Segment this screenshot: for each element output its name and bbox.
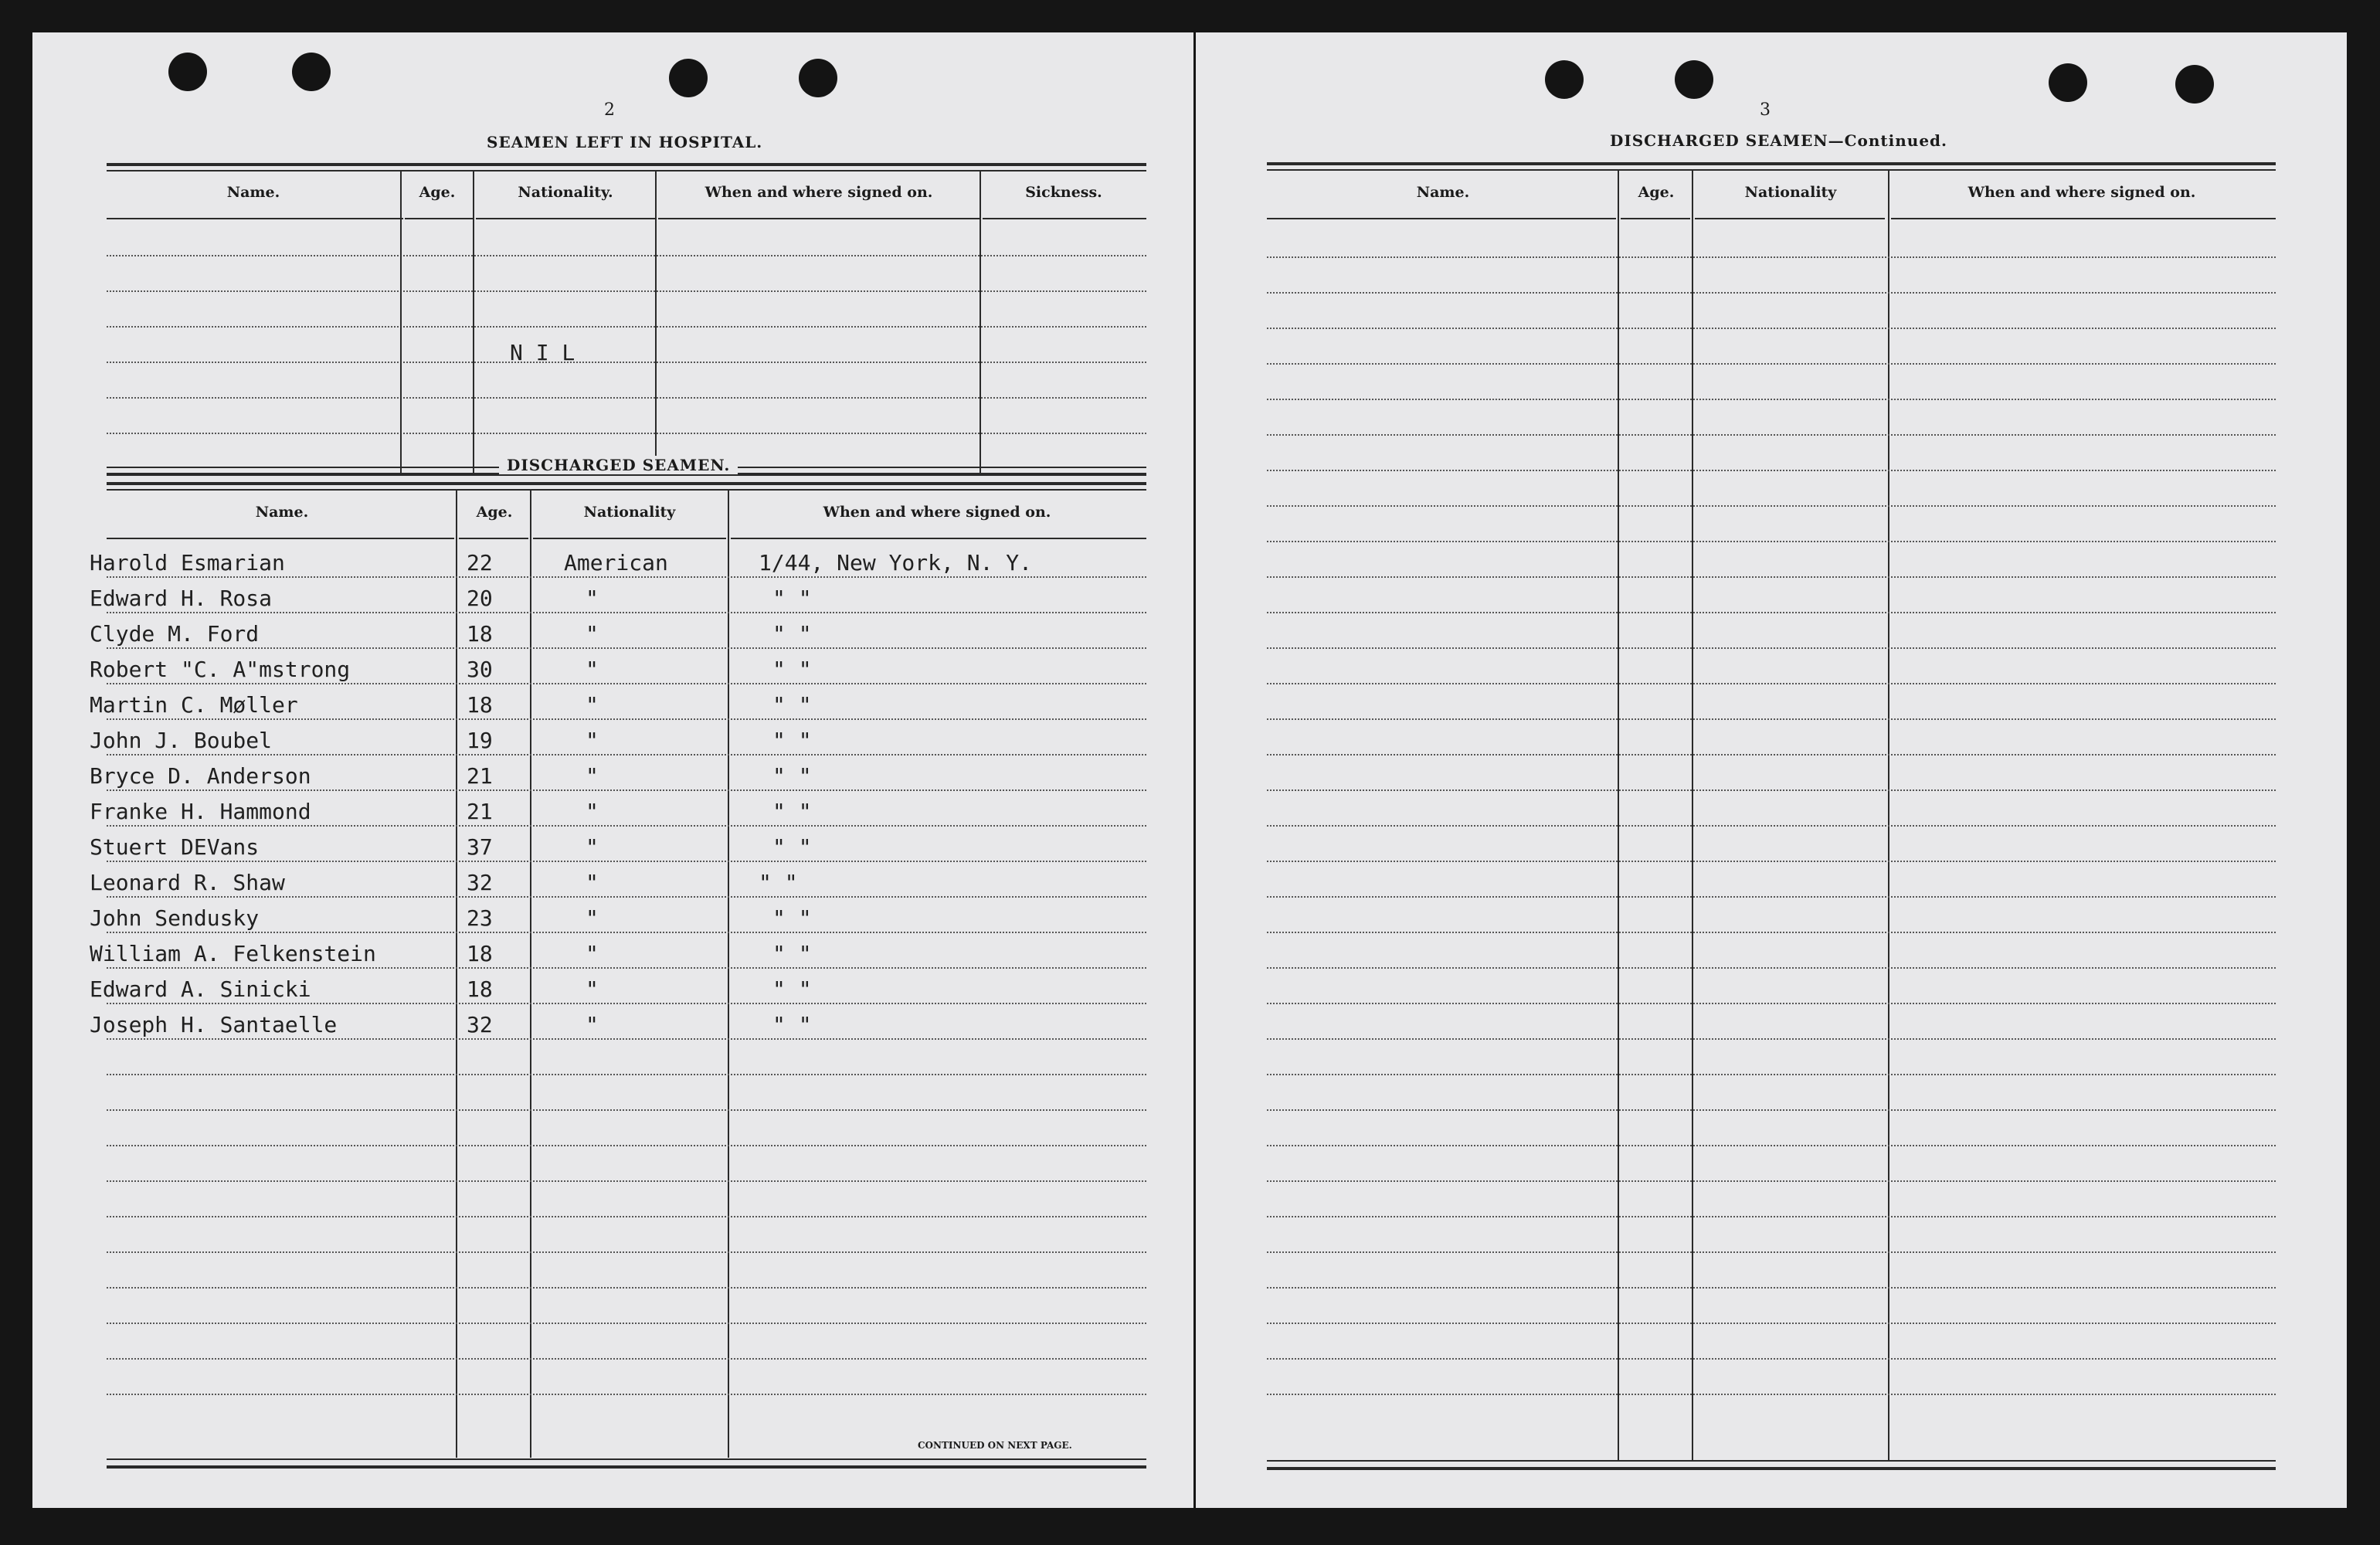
seaman-age: 18	[467, 976, 493, 1002]
ruling-line	[107, 932, 1146, 933]
ruling-line	[107, 825, 1146, 827]
seaman-age: 19	[467, 728, 493, 753]
ruling-line	[107, 1038, 1146, 1040]
punch-hole	[669, 59, 708, 97]
ruling-line	[1267, 612, 2276, 613]
seaman-nationality: "	[586, 976, 599, 1002]
left-page	[32, 32, 1193, 1508]
ruling-line	[1267, 683, 2276, 684]
ruling-line	[107, 1109, 1146, 1111]
ruling-line	[107, 967, 1146, 969]
seaman-nationality: "	[586, 941, 599, 966]
seaman-signed-on: " "	[772, 976, 812, 1002]
continued-col-age: Age.	[1638, 184, 1675, 201]
ruling-line	[107, 1145, 1146, 1146]
hospital-col-name: Name.	[226, 184, 280, 201]
ruling-line	[1267, 1074, 2276, 1075]
seaman-signed-on: " "	[759, 870, 798, 895]
ruling-line	[1267, 647, 2276, 649]
ruling-line	[107, 861, 1146, 862]
ruling-line	[1267, 754, 2276, 756]
seaman-name: John Sendusky	[90, 905, 260, 931]
seaman-age: 22	[467, 550, 493, 576]
ruling-line	[107, 1394, 1146, 1395]
seaman-nationality: American	[564, 550, 668, 576]
ruling-line	[107, 647, 1146, 649]
seaman-signed-on: " "	[772, 728, 812, 753]
page-number: 2	[604, 100, 615, 120]
ruling-line	[107, 683, 1146, 684]
seaman-nationality: "	[586, 657, 599, 682]
ruling-line	[107, 896, 1146, 898]
discharged-continued-title: DISCHARGED SEAMEN—Continued.	[1610, 131, 1947, 150]
continued-col-signed-on: When and where signed on.	[1967, 184, 2196, 201]
ruling-line	[1267, 967, 2276, 969]
seaman-age: 32	[467, 1012, 493, 1037]
ruling-line	[1267, 1287, 2276, 1289]
seaman-age: 23	[467, 905, 493, 931]
hospital-section-title: SEAMEN LEFT IN HOSPITAL.	[487, 133, 763, 151]
ruling-line	[1267, 505, 2276, 507]
seaman-nationality: "	[586, 1012, 599, 1037]
discharged-col-age: Age.	[476, 504, 513, 521]
ruling-line	[1267, 1323, 2276, 1324]
ruling-line	[1267, 1109, 2276, 1111]
seaman-name: Franke H. Hammond	[90, 799, 311, 824]
ruling-line	[107, 576, 1146, 578]
seaman-age: 37	[467, 834, 493, 860]
right-page	[1196, 32, 2347, 1508]
ruling-line	[1267, 1003, 2276, 1004]
discharged-col-name: Name.	[255, 504, 309, 521]
ruling-line	[1267, 1145, 2276, 1146]
ruling-line	[1267, 789, 2276, 791]
seaman-name: Harold Esmarian	[90, 550, 285, 576]
seaman-signed-on: " "	[772, 621, 812, 647]
ruling-line	[107, 1358, 1146, 1360]
seaman-signed-on: " "	[772, 586, 812, 611]
ruling-line	[1267, 718, 2276, 720]
seaman-age: 18	[467, 621, 493, 647]
seaman-signed-on: " "	[772, 1012, 812, 1037]
seaman-signed-on: " "	[772, 763, 812, 789]
punch-hole	[2175, 65, 2214, 104]
punch-hole	[292, 53, 331, 91]
continued-col-nationality: Nationality	[1744, 184, 1837, 201]
seaman-signed-on: " "	[772, 834, 812, 860]
seaman-name: Joseph H. Santaelle	[90, 1012, 338, 1037]
seaman-age: 18	[467, 692, 493, 718]
seaman-signed-on: " "	[772, 799, 812, 824]
hospital-col-age: Age.	[419, 184, 456, 201]
ruling-line	[1267, 932, 2276, 933]
ruling-line	[107, 1074, 1146, 1075]
discharged-col-nationality: Nationality	[583, 504, 676, 521]
continued-footer: CONTINUED ON NEXT PAGE.	[918, 1440, 1072, 1451]
seaman-nationality: "	[586, 586, 599, 611]
seaman-age: 21	[467, 763, 493, 789]
ruling-line	[1267, 896, 2276, 898]
ruling-line	[1267, 1358, 2276, 1360]
ruling-line	[1267, 1038, 2276, 1040]
seaman-name: Edward H. Rosa	[90, 586, 273, 611]
seaman-age: 20	[467, 586, 493, 611]
ruling-line	[1267, 434, 2276, 436]
seaman-nationality: "	[586, 692, 599, 718]
ruling-line	[1267, 541, 2276, 542]
ruling-line	[1267, 256, 2276, 258]
ruling-line	[1267, 576, 2276, 578]
seaman-age: 30	[467, 657, 493, 682]
discharged-col-signed-on: When and where signed on.	[823, 504, 1051, 521]
discharged-section-title: DISCHARGED SEAMEN.	[499, 456, 738, 474]
ruling-line	[1267, 1251, 2276, 1253]
punch-hole	[1545, 60, 1584, 99]
ruling-line	[107, 1216, 1146, 1217]
seaman-signed-on: " "	[772, 692, 812, 718]
seaman-name: Edward A. Sinicki	[90, 976, 311, 1002]
seaman-nationality: "	[586, 763, 599, 789]
seaman-nationality: "	[586, 834, 599, 860]
ruling-line	[1267, 1216, 2276, 1217]
ruling-line	[107, 718, 1146, 720]
seaman-name: Leonard R. Shaw	[90, 870, 285, 895]
ruling-line	[107, 1180, 1146, 1182]
seaman-nationality: "	[586, 728, 599, 753]
seaman-name: John J. Boubel	[90, 728, 273, 753]
seaman-age: 32	[467, 870, 493, 895]
ruling-line	[1267, 470, 2276, 471]
ruling-line	[1267, 399, 2276, 400]
continued-col-name: Name.	[1416, 184, 1470, 201]
seaman-name: Stuert DEVans	[90, 834, 260, 860]
seaman-name: Martin C. Møller	[90, 692, 298, 718]
ruling-line	[107, 789, 1146, 791]
ruling-line	[107, 612, 1146, 613]
seaman-signed-on: " "	[772, 941, 812, 966]
seaman-nationality: "	[586, 621, 599, 647]
seaman-signed-on: " "	[772, 657, 812, 682]
hospital-col-sickness: Sickness.	[1025, 184, 1102, 201]
ruling-line	[1267, 363, 2276, 365]
page-number: 3	[1760, 100, 1771, 120]
seaman-name: Robert "C. A"mstrong	[90, 657, 351, 682]
ruling-line	[1267, 1180, 2276, 1182]
ruling-line	[107, 754, 1146, 756]
hospital-nil-entry: N I L	[510, 340, 575, 365]
ruling-line	[107, 1287, 1146, 1289]
seaman-age: 18	[467, 941, 493, 966]
ruling-line	[107, 1251, 1146, 1253]
seaman-nationality: "	[586, 799, 599, 824]
ruling-line	[1267, 328, 2276, 329]
seaman-name: William A. Felkenstein	[90, 941, 376, 966]
ruling-line	[1267, 825, 2276, 827]
punch-hole	[1675, 60, 1713, 99]
seaman-nationality: "	[586, 905, 599, 931]
seaman-signed-on: 1/44, New York, N. Y.	[759, 550, 1033, 576]
ruling-line	[107, 1323, 1146, 1324]
ruling-line	[1267, 1394, 2276, 1395]
ruling-line	[107, 1003, 1146, 1004]
ruling-line	[1267, 292, 2276, 294]
ruling-line	[1267, 861, 2276, 862]
punch-hole	[2049, 63, 2087, 102]
hospital-col-nationality: Nationality.	[518, 184, 613, 201]
seaman-name: Clyde M. Ford	[90, 621, 260, 647]
seaman-name: Bryce D. Anderson	[90, 763, 311, 789]
seaman-age: 21	[467, 799, 493, 824]
punch-hole	[168, 53, 207, 91]
seaman-nationality: "	[586, 870, 599, 895]
punch-hole	[799, 59, 837, 97]
seaman-signed-on: " "	[772, 905, 812, 931]
hospital-col-signed-on: When and where signed on.	[704, 184, 933, 201]
